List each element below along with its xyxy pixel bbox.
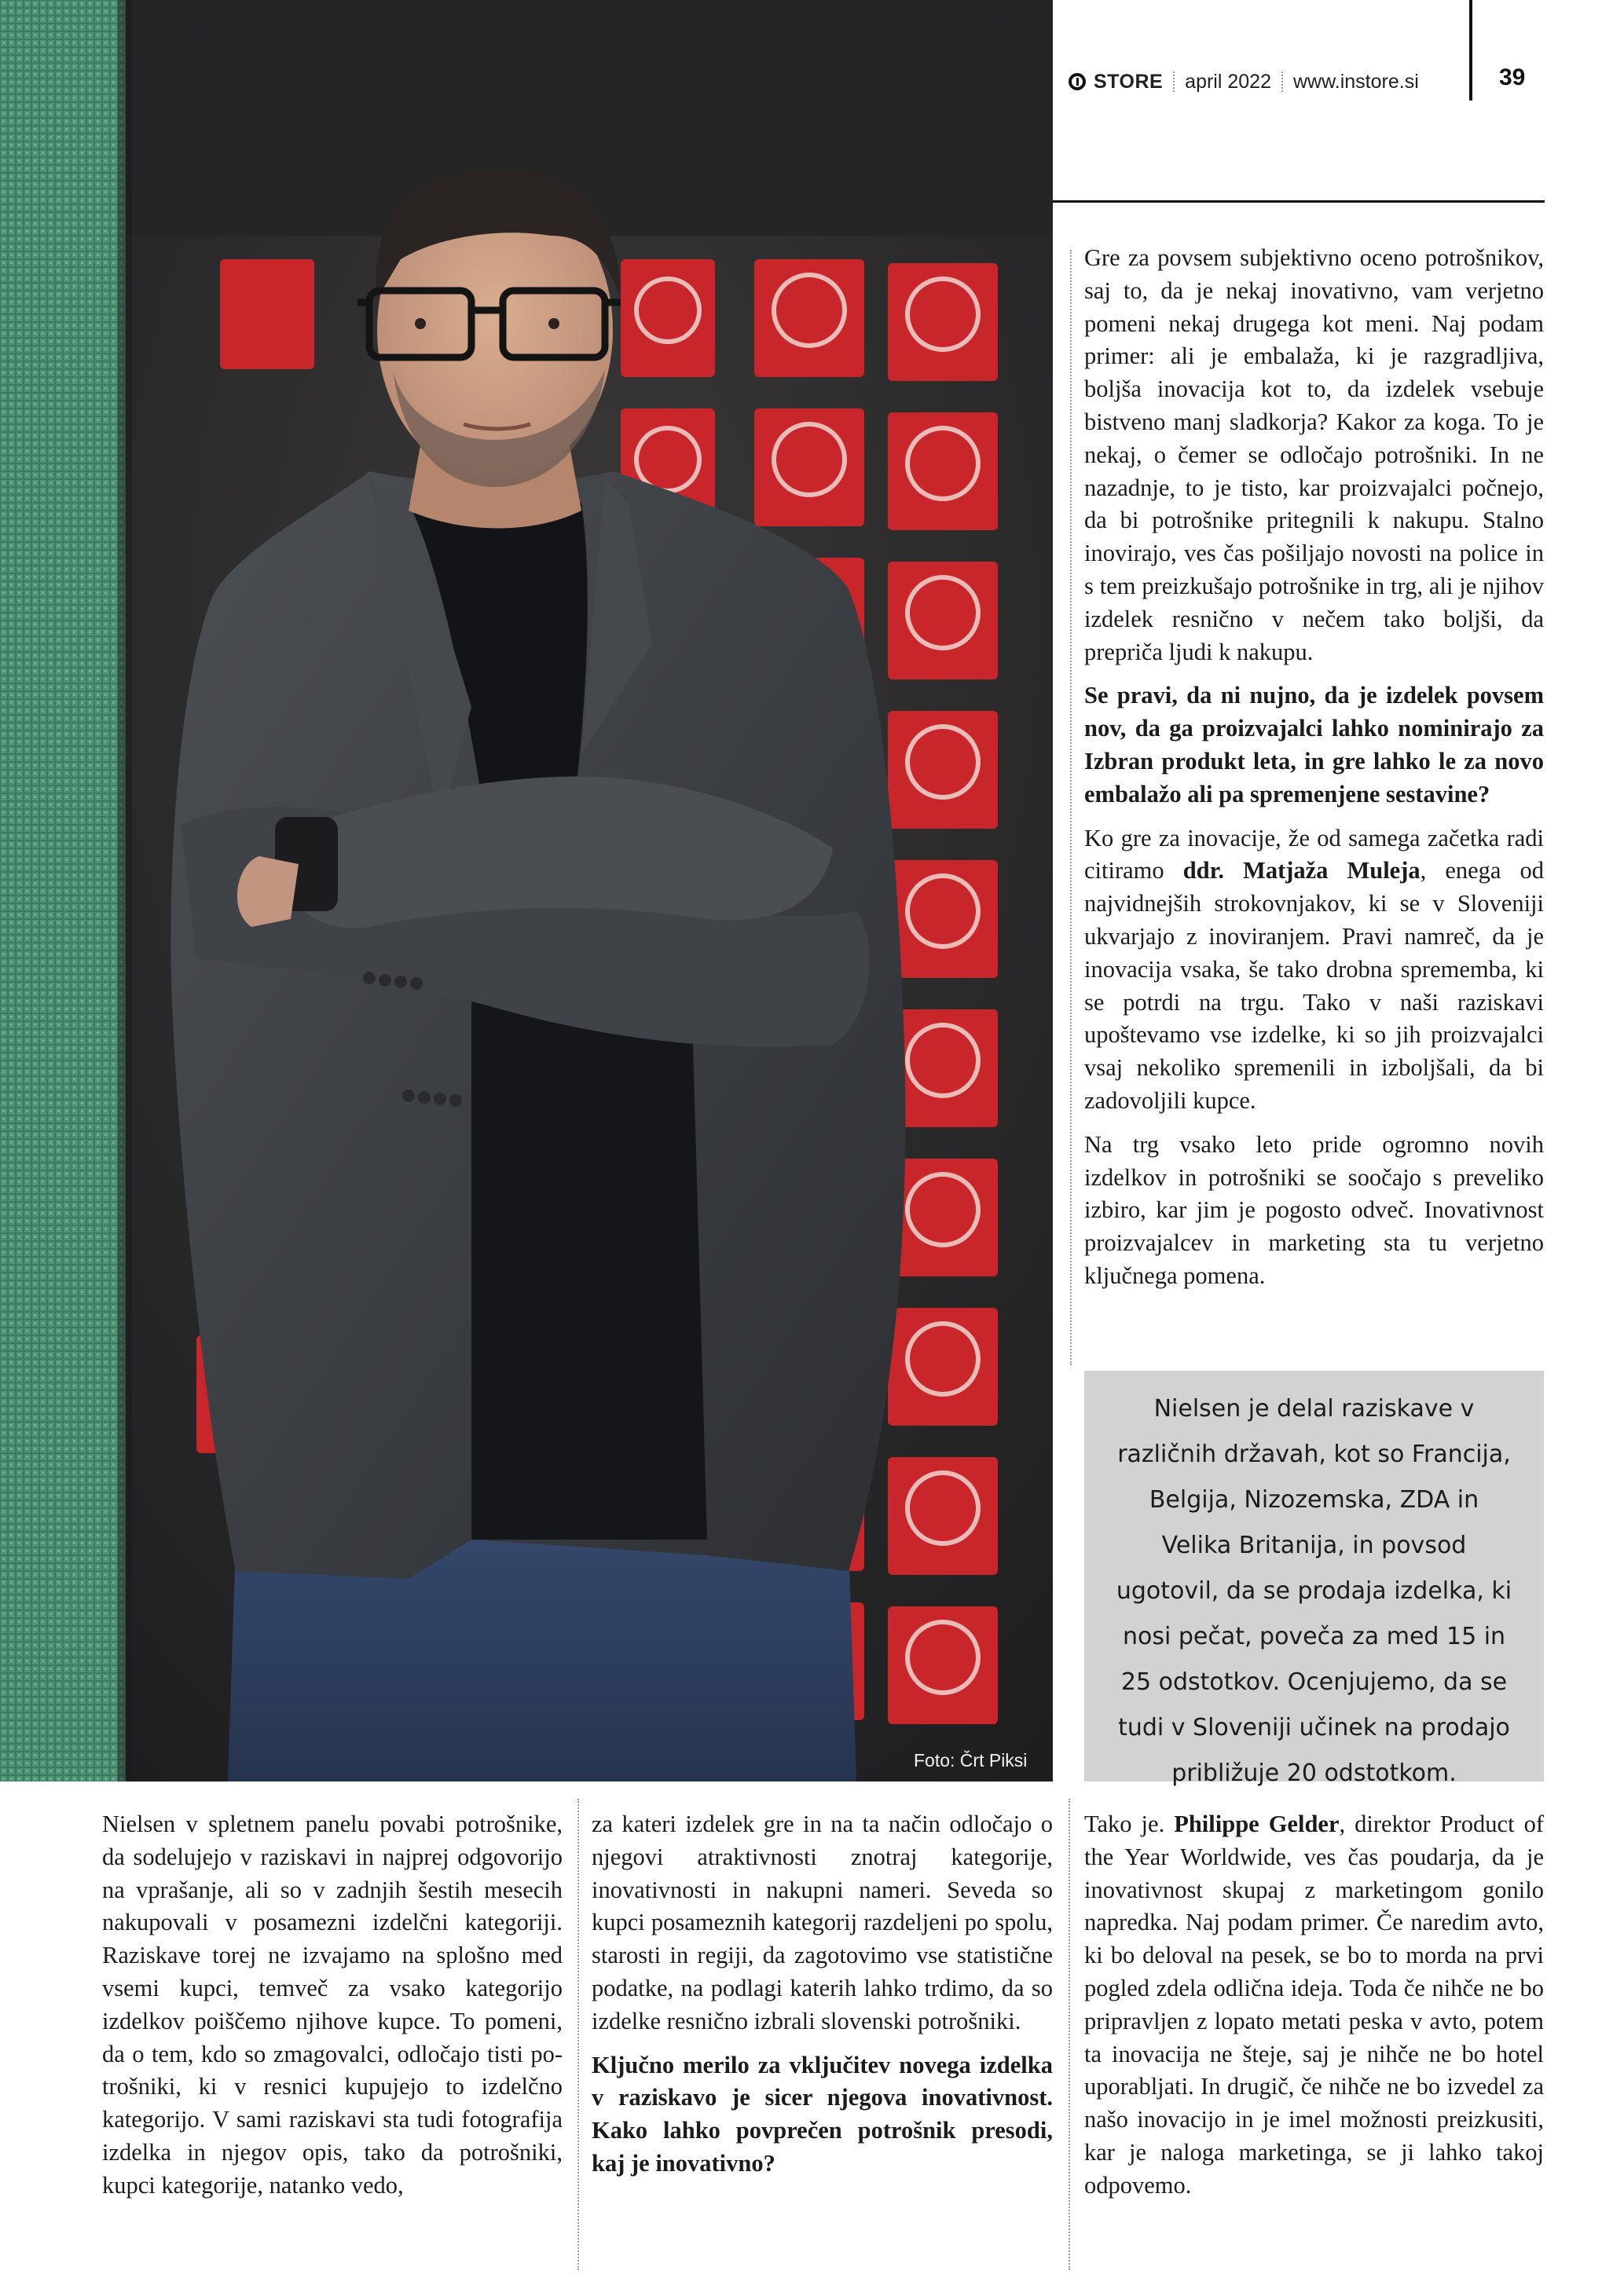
column-divider (577, 1799, 579, 2270)
highlighted-name: ddr. Matjaža Muleja (1182, 857, 1421, 884)
paragraph: Nielsen v spletnem panelu povabi potrošnike, da sodelujejo v raziskavi in najprej odgovorijo na vprašanje, ali so v zadnjih šestih mesecih nakupovali v posamezni izdelčni kategoriji. Raziskave torej ne izvajamo na splošno med vsemi kupci, temveč za vsako kategorijo izdelkov poiščemo njihove kupce. To pomeni, da o tem, kdo so zmagovalci, odločajo tisti potrošniki, ki v resnici kupujejo to izdelčno kategorijo. V sami raziskavi sta tudi fotografija izdelka in njegov opis, tako da potrošniki, kupci kategorije, natanko vedo, (102, 1811, 563, 2199)
store-logo (1069, 71, 1163, 93)
highlighted-name: Philippe Gelder (1174, 1811, 1340, 1837)
header-separator (1281, 71, 1283, 92)
mosaic-pillar (0, 0, 126, 1782)
page-header (1069, 61, 1419, 102)
interview-question: Ključno merilo za vključitev novega izdelka v raziskavo je sicer njegova inovativnost. Kako lahko povprečen potrošnik presodi, kaj je inovativno? (592, 2051, 1053, 2177)
article-column-right-top (1084, 242, 1544, 1304)
paragraph: Na trg vsako leto pride ogromno novih izdelkov in potrošniki se soočajo s preveliko izbiro, kar jim je pogosto odveč. Inovativnost proizvajalcev in marketing sta tu verjetno ključnega pomena. (1084, 1130, 1544, 1289)
pull-quote-text: Nielsen je delal raziskave v različnih državah, kot so Francija, Belgija, Nizozemska, ZDA in Velika Britanija, in povsod ugotovil, da se prodaja izdelka, ki nosi pečat, poveča za med 15 in 25 odstotkov. Ocenjujemo, da se tudi v Sloveniji učinek na prodajo približuje 20 odstotkom. (1116, 1395, 1512, 1787)
article-column-left (102, 1808, 563, 2214)
paragraph (1084, 1808, 1544, 2203)
column-divider (1070, 250, 1072, 1365)
article-column-middle (592, 1808, 1053, 2192)
text-run: Ko gre za inovacije, že od samega začetka radi citiramo (1084, 824, 1544, 884)
pull-quote-box (1084, 1371, 1544, 1787)
header-horizontal-rule (1053, 200, 1545, 203)
page-number: 39 (1499, 64, 1526, 90)
store-logo-icon (1069, 73, 1086, 90)
article-column-right-bottom (1084, 1808, 1544, 2214)
text-run: Tako je. (1084, 1811, 1175, 1837)
text-run: , enega od najvidnejših strokovnjakov, ki se v Sloveniji ukvarjajo z inoviranjem. Pravi namreč, da je inovacija vsaka, še tako drobna sprememba, ki se potrdi na trgu. Tako v naši raziskavi upoštevamo vse izdelke, ki so jih proizvajalci vsaj nekoliko spremenili in izboljšali, da bi zadovoljili kupce. (1084, 857, 1544, 1114)
header-separator (1173, 71, 1175, 92)
text-run: , direktor Product of the Year Worldwide, ves čas poudarja, da je inovativnost skupaj z marketingom gonilo napredka. Naj podam primer. Če naredim avto, ki bo deloval na pesek, se bo to morda na prvi pogled zdela odlična ideja. Toda če nihče ne bo pripravljen z lopato metati peska v avto, potem ta inovacija ne šteje, saj je nihče ne bo hotel uporabljati. In drugič, če nihče ne bo izvedel za našo inovacijo in je imel možnosti preizkusiti, kar je naloga marketinga, se ji lahko takoj odpovemo. (1084, 1811, 1544, 2199)
header-vertical-rule (1469, 0, 1472, 101)
issue-date: april 2022 (1185, 70, 1271, 93)
brand-name: STORE (1094, 70, 1164, 93)
paragraph: Gre za povsem subjektivno oceno potrošnikov, saj to, da je nekaj inovativno, vam verjetno pomeni nekaj drugega kot meni. Naj podam primer: ali je embalaža, ki je razgradljiva, boljša inovacija kot to, da izdelek vsebuje bistveno manj sladkorja? Kakor za koga. To je nekaj, o čemer se odločajo potrošniki. In ne nazadnje, to je tisto, kar proizvajalci počnejo, da bi potrošnike pritegnili k nakupu. Stalno inovirajo, ves čas pošiljajo novosti na police in s tem preizkušajo potrošnike in trg, ali je njihov izdelek resnično v nečem tako boljši, da prepriča ljudi k nakupu. (1084, 244, 1544, 665)
column-divider (1069, 1799, 1070, 2270)
paragraph (1084, 822, 1544, 1118)
photo-credit: Foto: Črt Piksi (914, 1750, 1028, 1771)
interview-question: Se pravi, da ni nujno, da je izdelek povsem nov, da ga proizvajalci lahko nominirajo za Izbran produkt leta, in gre lahko le za novo embalažo ali pa spremenjene sestavine? (1084, 682, 1544, 807)
website-link[interactable]: www.instore.si (1292, 70, 1419, 93)
paragraph: za kateri izdelek gre in na ta način odločajo o njegovi atraktivnosti znotraj kategorije, inovativnosti in nakupni nameri. Seveda so kupci posameznih kategorij razdeljeni po spolu, starosti in regiji, da zagotovimo vse statistične podatke, na podlagi katerih lahko trdimo, da so izdelke resnično izbrali slovenski potrošniki. (592, 1811, 1053, 2034)
